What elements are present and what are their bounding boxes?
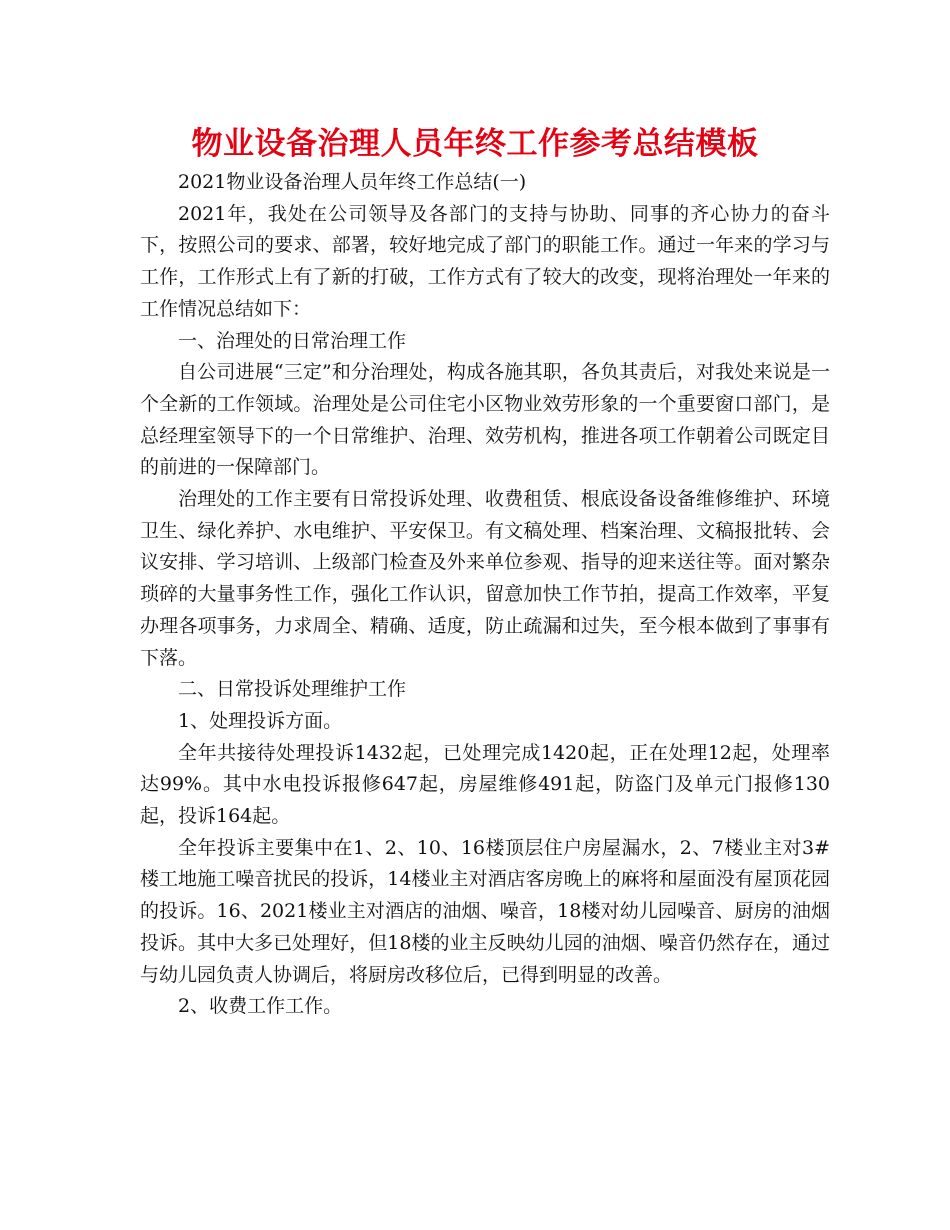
paragraph-subtitle: 2021物业设备治理人员年终工作总结(一) [178, 171, 527, 193]
paragraph: 全年共接待处理投诉1432起，已处理完成1420起，正在处理12起，处理率达99%。其中水电投诉报修647起，房屋维修491起，防盗门及单元门报修130起，投诉164起。 [140, 741, 830, 828]
paragraph: 全年投诉主要集中在1、2、10、16楼顶层住户房屋漏水，2、7楼业主对3#楼工地施工噪音扰民的投诉，14楼业主对酒店客房晚上的麻将和屋面没有屋顶花园的投诉。16、2021楼业主对酒店的油烟、噪音，18楼对幼儿园噪音、厨房的油烟投诉。其中大多已处理好，但18楼的业主反映幼儿园的油烟、噪音仍然存在，通过与幼儿园负责人协调后，将厨房改移位后，已得到明显的改善。 [140, 836, 830, 986]
paragraph: 自公司进展“三定”和分治理处，构成各施其职，各负其责后，对我处来说是一个全新的工作领域。治理处是公司住宅小区物业效劳形象的一个重要窗口部门，是总经理室领导下的一个日常维护、治理、效劳机构，推进各项工作朝着公司既定目的前进的一保障部门。 [140, 361, 830, 479]
paragraph: 治理处的工作主要有日常投诉处理、收费租赁、根底设备设备维修维护、环境卫生、绿化养护、水电维护、平安保卫。有文稿处理、档案治理、文稿报批转、会议安排、学习培训、上级部门检查及外来单位参观、指导的迎来送往等。面对繁杂琐碎的大量事务性工作，强化工作认识，留意加快工作节拍，提高工作效率，平复办理各项事务，力求周全、精确、适度，防止疏漏和过失，至今根本做到了事事有下落。 [140, 488, 830, 669]
document-body [140, 167, 830, 1023]
document-title: 物业设备治理人员年终工作参考总结模板 [191, 126, 759, 162]
subsection-heading: 1、处理投诉方面。 [178, 709, 343, 732]
subsection-heading: 2、收费工作工作。 [178, 995, 343, 1018]
section-heading: 一、治理处的日常治理工作 [178, 329, 407, 352]
paragraph: 2021年，我处在公司领导及各部门的支持与协助、同事的齐心协力的奋斗下，按照公司的要求、部署，较好地完成了部门的职能工作。通过一年来的学习与工作，工作形式上有了新的打破，工作方式有了较大的改变，现将治理处一年来的工作情况总结如下： [140, 202, 830, 320]
section-heading: 二、日常投诉处理维护工作 [178, 678, 407, 701]
